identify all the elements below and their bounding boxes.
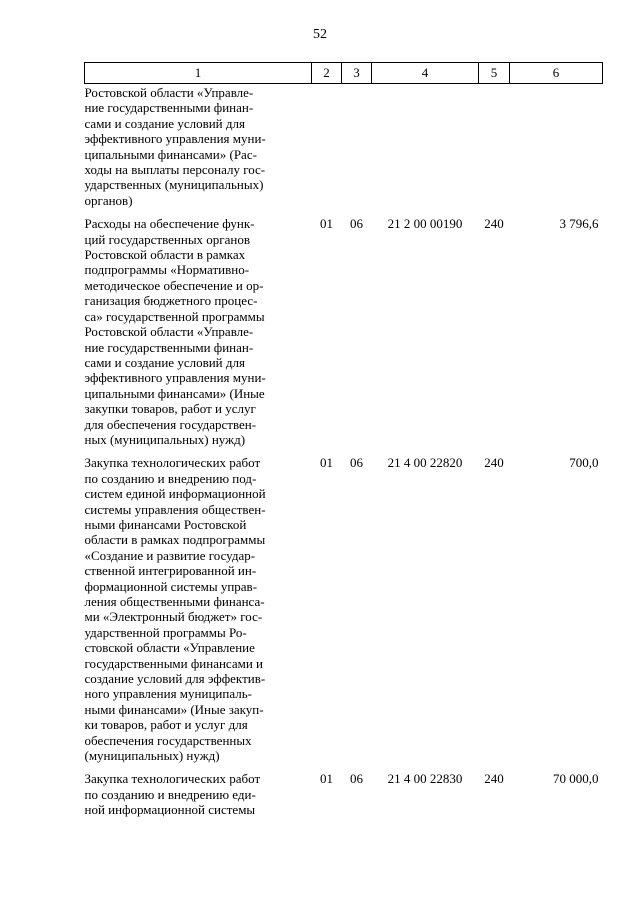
description-line: Закупка технологических работ [84,455,261,471]
header-col-6: 6 [510,63,603,84]
description-line: Закупка технологических работ [84,771,261,787]
row-description [85,771,312,817]
row-description [85,216,312,447]
description-line: ки товаров, работ и услуг для [84,717,248,733]
description-line: подпрограммы «Нормативно- [84,262,250,278]
description-line: обеспечения государственных [84,732,252,748]
header-col-1: 1 [85,63,312,84]
description-line: Ростовской области «Управле- [84,85,254,100]
description-line: ций государственных органов [84,231,250,247]
description-line: стовской области «Управление [84,640,255,656]
description-line: ние государственными финан- [84,100,254,116]
description-line: по созданию и внедрению под- [84,470,257,486]
row-spacer [85,763,603,771]
description-line: сами и создание условий для [84,354,245,370]
section-code [312,84,342,209]
description-line: ного управления муниципаль- [84,686,252,702]
target-article-code [372,84,479,209]
description-line: сами и создание условий для [84,115,245,131]
expense-type-code: 240 [484,216,504,232]
table-row [85,216,603,447]
row-spacer [85,447,603,455]
description-line: ными финансами Ростовской [84,516,247,532]
header-col-4: 4 [372,63,479,84]
description-line: эффективного управления муни- [84,370,266,386]
row-spacer-cell [85,447,603,455]
description-line: ления общественными финанса- [84,594,265,609]
section-code: 01 [320,216,333,232]
description-line: ударственных (муниципальных) [84,177,264,193]
amount-value: 70 000,0 [553,771,599,787]
table-header-row [85,63,603,84]
description-line: ных (муниципальных) нужд) [84,431,246,447]
target-article-code: 21 2 00 00190 [387,216,463,232]
description-line: Расходы на обеспечение функ- [84,216,255,232]
target-article-code: 21 4 00 22830 [387,771,463,787]
amount-value: 3 796,6 [559,216,599,232]
description-line: Ростовской области в рамках [84,247,246,263]
description-line: формационной системы управ- [84,578,258,594]
description-line: ципальными финансами» (Иные [84,385,265,401]
row-description [85,455,312,763]
subsection-code [342,84,372,209]
description-line: государственными финансами и [84,655,264,671]
description-line: ние государственными финан- [84,339,254,355]
target-article-code: 21 4 00 22820 [387,455,463,471]
header-col-5: 5 [479,63,510,84]
expense-type-code: 240 [484,771,504,787]
header-col-3: 3 [342,63,372,84]
description-line: «Создание и развитие государ- [84,547,256,563]
header-col-2: 2 [312,63,342,84]
description-line: для обеспечения государствен- [84,416,257,432]
row-spacer-cell [85,208,603,216]
table-row [85,455,603,763]
description-line: создание условий для эффектив- [84,671,266,687]
description-line: Ростовской области «Управле- [84,324,254,340]
subsection-code: 06 [350,216,363,232]
amount-value: 700,0 [569,455,599,471]
description-line: органов) [84,192,133,208]
expense-type-code [479,84,510,209]
expense-type-code: 240 [484,455,504,471]
section-code: 01 [320,771,333,787]
row-spacer [85,208,603,216]
description-line: систем единой информационной [84,486,266,502]
section-code: 01 [320,455,333,471]
description-line: методическое обеспечение и ор- [84,277,264,293]
description-line: области в рамках подпрограммы [84,532,266,548]
description-line: по созданию и внедрению еди- [84,786,256,802]
description-line: эффективного управления муни- [84,131,266,147]
table-row [85,84,603,209]
subsection-code: 06 [350,771,363,787]
description-line: ципальными финансами» (Рас- [84,146,257,162]
subsection-code: 06 [350,455,363,471]
description-line: ственной интегрированной ин- [84,563,257,579]
description-line: системы управления обществен- [84,501,266,517]
description-line: ходы на выплаты персоналу гос- [84,162,266,178]
amount-value [510,84,603,209]
description-line: ной информационной системы [84,802,256,818]
table-row [85,771,603,817]
description-line: ными финансами» (Иные закуп- [84,701,264,717]
description-line: ми «Электронный бюджет» гос- [84,609,263,625]
row-spacer-cell [85,763,603,771]
row-description [85,84,312,209]
description-line: закупки товаров, работ и услуг [84,401,256,417]
description-line: (муниципальных) нужд) [84,748,220,764]
page-number: 52 [313,27,327,42]
description-line: ганизация бюджетного процес- [84,293,258,309]
description-line: ударственной программы Ро- [84,624,247,640]
budget-table [84,62,603,818]
description-line: са» государственной программы [84,308,265,324]
